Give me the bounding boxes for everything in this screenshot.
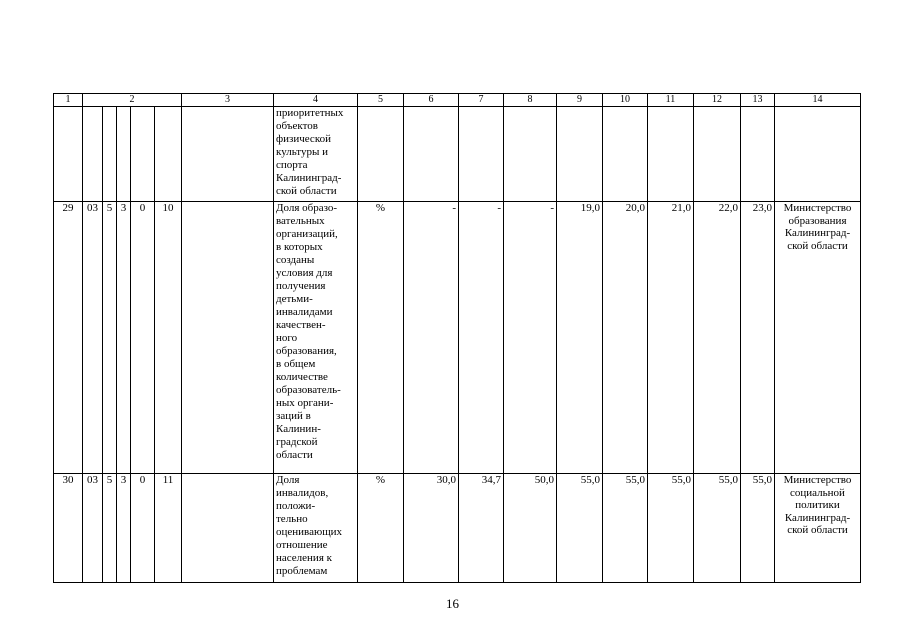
header-cell: 8 xyxy=(504,94,557,107)
data-table xyxy=(53,93,861,583)
value-cell xyxy=(741,107,775,202)
col3-cell xyxy=(182,202,274,474)
unit-cell: % xyxy=(358,474,404,583)
code-cell: 03 xyxy=(83,474,103,583)
header-cell: 1 xyxy=(54,94,83,107)
code-cell: 10 xyxy=(155,202,182,474)
code-cell xyxy=(155,107,182,202)
value-cell: 55,0 xyxy=(648,474,694,583)
code-cell: 3 xyxy=(117,202,131,474)
header-cell: 6 xyxy=(404,94,459,107)
value-cell: 19,0 xyxy=(557,202,603,474)
code-cell: 5 xyxy=(103,202,117,474)
code-cell: 0 xyxy=(131,474,155,583)
header-cell: 5 xyxy=(358,94,404,107)
num-cell xyxy=(54,107,83,202)
value-cell xyxy=(648,107,694,202)
header-cell: 3 xyxy=(182,94,274,107)
code-cell xyxy=(103,107,117,202)
unit-cell xyxy=(358,107,404,202)
value-cell: - xyxy=(504,202,557,474)
value-cell: 22,0 xyxy=(694,202,741,474)
col3-cell xyxy=(182,474,274,583)
ministry-cell: Министерство образования Калининград- ской области xyxy=(775,202,861,474)
header-cell: 14 xyxy=(775,94,861,107)
header-cell: 13 xyxy=(741,94,775,107)
unit-cell: % xyxy=(358,202,404,474)
row-number: 29 xyxy=(54,202,83,474)
col3-cell xyxy=(182,107,274,202)
value-cell: 30,0 xyxy=(404,474,459,583)
indicator-text: приоритетных объектов физической культуры и спорта Калининград- ской области xyxy=(274,107,358,202)
ministry-cell xyxy=(775,107,861,202)
value-cell: 50,0 xyxy=(504,474,557,583)
header-cell: 9 xyxy=(557,94,603,107)
value-cell xyxy=(459,107,504,202)
header-cell: 4 xyxy=(274,94,358,107)
indicator-text: Доля инвалидов, положи- тельно оценивающих отношение населения к проблемам xyxy=(274,474,358,583)
code-cell: 5 xyxy=(103,474,117,583)
table-row xyxy=(54,202,861,474)
code-cell xyxy=(83,107,103,202)
header-row xyxy=(54,94,861,107)
indicator-text: Доля образо- вательных организаций, в которых созданы условия для получения детьми- инвалидами качествен- ного образования, в общем количестве образователь- ных органи- заций в Калинин- градской области xyxy=(274,202,358,474)
value-cell xyxy=(404,107,459,202)
code-cell xyxy=(117,107,131,202)
header-cell: 2 xyxy=(83,94,182,107)
page-number: 16 xyxy=(446,596,459,611)
value-cell: - xyxy=(404,202,459,474)
value-cell: 34,7 xyxy=(459,474,504,583)
code-cell: 03 xyxy=(83,202,103,474)
value-cell: 23,0 xyxy=(741,202,775,474)
ministry-cell: Министерство социальной политики Калининград- ской области xyxy=(775,474,861,583)
value-cell xyxy=(504,107,557,202)
value-cell xyxy=(557,107,603,202)
value-cell: 55,0 xyxy=(694,474,741,583)
value-cell: 20,0 xyxy=(603,202,648,474)
header-cell: 7 xyxy=(459,94,504,107)
value-cell: 55,0 xyxy=(603,474,648,583)
row-number: 30 xyxy=(54,474,83,583)
value-cell: 55,0 xyxy=(557,474,603,583)
value-cell xyxy=(694,107,741,202)
code-cell xyxy=(131,107,155,202)
code-cell: 3 xyxy=(117,474,131,583)
code-cell: 0 xyxy=(131,202,155,474)
value-cell xyxy=(603,107,648,202)
header-cell: 10 xyxy=(603,94,648,107)
header-cell: 11 xyxy=(648,94,694,107)
code-cell: 11 xyxy=(155,474,182,583)
table-row xyxy=(54,107,861,202)
value-cell: 21,0 xyxy=(648,202,694,474)
table-row xyxy=(54,474,861,583)
header-cell: 12 xyxy=(694,94,741,107)
value-cell: 55,0 xyxy=(741,474,775,583)
value-cell: - xyxy=(459,202,504,474)
